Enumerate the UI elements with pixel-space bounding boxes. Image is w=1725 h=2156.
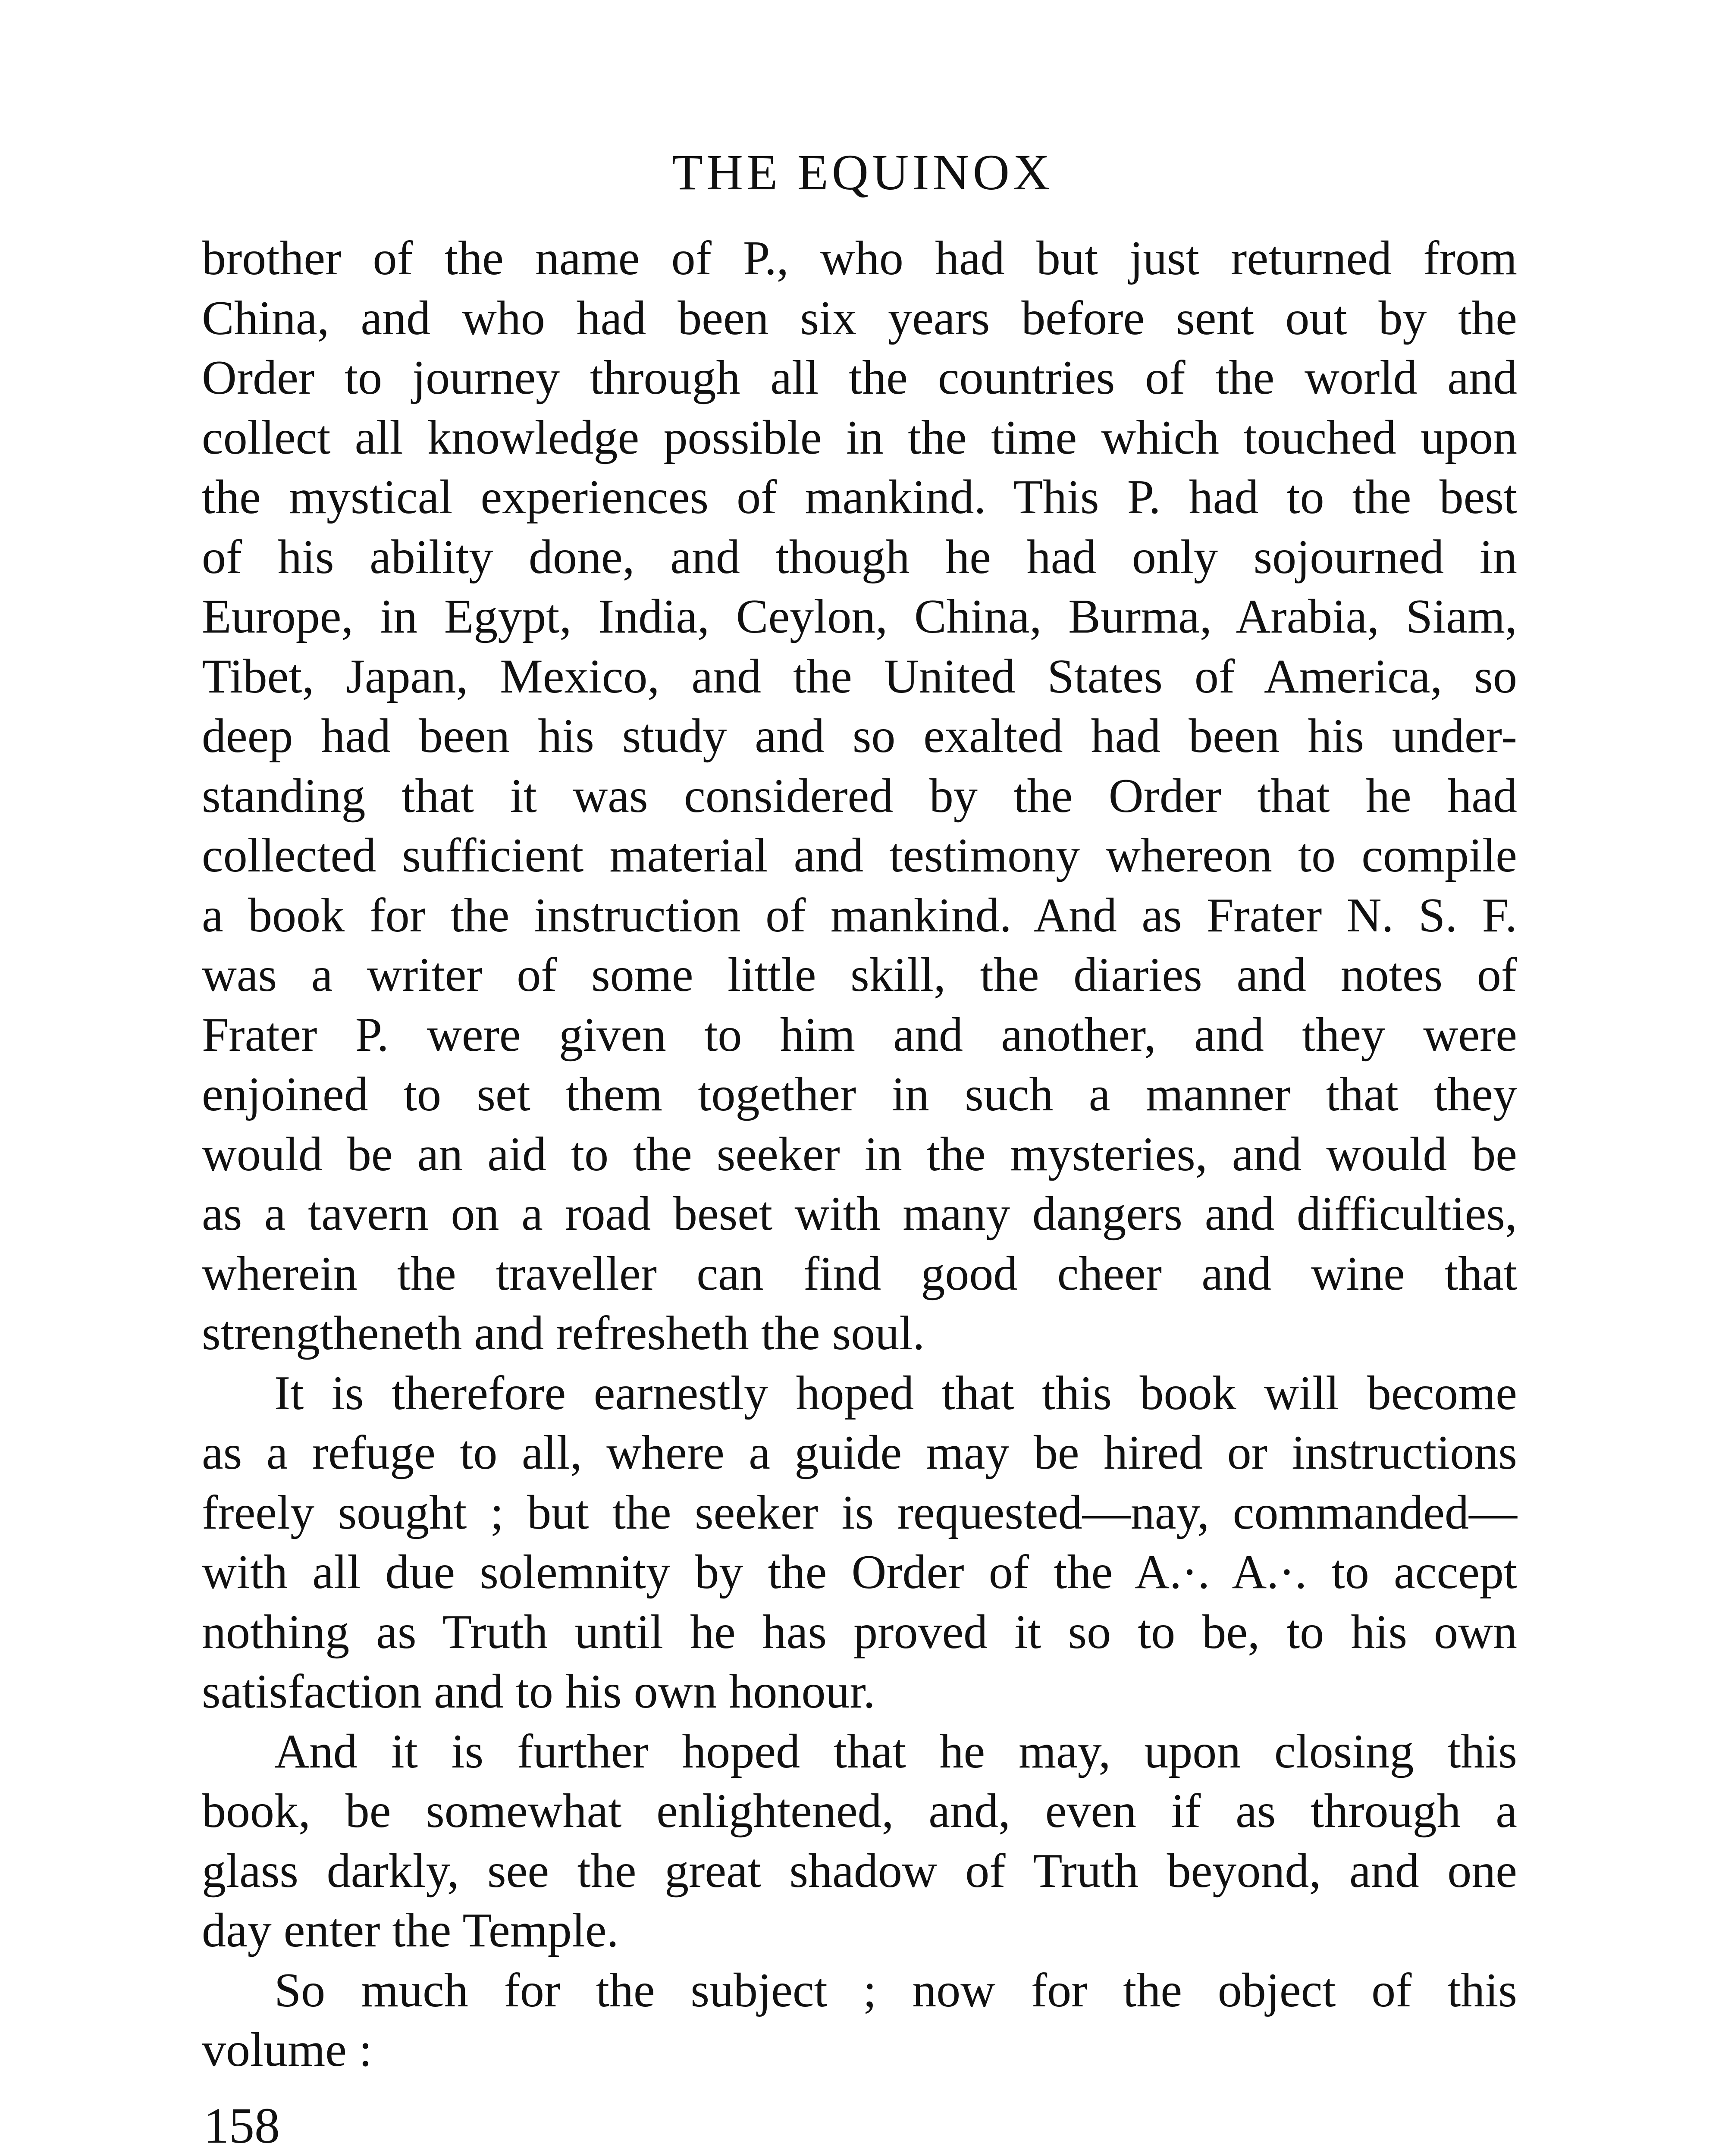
text-line: the mystical experiences of mankind. This P. had to the best bbox=[202, 470, 1517, 524]
text-line: day enter the Temple. bbox=[202, 1904, 619, 1957]
text-line: as a tavern on a road beset with many dangers and difficulties, bbox=[202, 1187, 1517, 1241]
text-line: So much for the subject ; now for the object of this bbox=[274, 1963, 1517, 2017]
text-line: collect all knowledge possible in the time which touched upon bbox=[202, 411, 1517, 464]
text-line: enjoined to set them together in such a manner that they bbox=[202, 1068, 1517, 1121]
text-line: Tibet, Japan, Mexico, and the United States of America, so bbox=[202, 649, 1517, 703]
text-line: Frater P. were given to him and another, and they were bbox=[202, 1008, 1517, 1062]
text-line: book, be somewhat enlightened, and, even if as through a bbox=[202, 1784, 1517, 1838]
running-head: THE EQUINOX bbox=[671, 144, 1054, 201]
page-number: 158 bbox=[204, 2097, 280, 2154]
text-line: freely sought ; but the seeker is requested—nay, commanded— bbox=[202, 1485, 1517, 1539]
text-line: brother of the name of P., who had but just returned from bbox=[202, 232, 1517, 285]
text-line: deep had been his study and so exalted had been his under- bbox=[202, 709, 1517, 763]
text-line: nothing as Truth until he has proved it so to be, to his own bbox=[202, 1605, 1517, 1659]
text-line: satisfaction and to his own honour. bbox=[202, 1665, 875, 1718]
text-line: standing that it was considered by the Order that he had bbox=[202, 769, 1517, 823]
text-line: a book for the instruction of mankind. And as Frater N. S. F. bbox=[202, 888, 1517, 942]
text-line: strengtheneth and refresheth the soul. bbox=[202, 1307, 925, 1360]
body-text bbox=[202, 229, 1517, 2080]
text-line: as a refuge to all, where a guide may be hired or instructions bbox=[202, 1426, 1517, 1479]
text-line: glass darkly, see the great shadow of Truth beyond, and one bbox=[202, 1844, 1517, 1898]
text-line: It is therefore earnestly hoped that this book will become bbox=[274, 1366, 1517, 1420]
text-line: collected sufficient material and testimony whereon to compile bbox=[202, 829, 1517, 882]
text-line: of his ability done, and though he had only sojourned in bbox=[202, 530, 1517, 584]
text-line: And it is further hoped that he may, upon closing this bbox=[274, 1724, 1517, 1778]
text-line: wherein the traveller can find good cheer and wine that bbox=[202, 1247, 1517, 1300]
text-line: China, and who had been six years before sent out by the bbox=[202, 291, 1517, 345]
text-line: Order to journey through all the countries of the world and bbox=[202, 351, 1517, 404]
text-line: with all due solemnity by the Order of the A.·. A.·. to accept bbox=[202, 1545, 1517, 1599]
text-line: was a writer of some little skill, the diaries and notes of bbox=[202, 948, 1517, 1002]
text-line: would be an aid to the seeker in the mysteries, and would be bbox=[202, 1127, 1517, 1181]
text-line: Europe, in Egypt, India, Ceylon, China, Burma, Arabia, Siam, bbox=[202, 590, 1517, 643]
text-line: volume : bbox=[202, 2023, 373, 2077]
